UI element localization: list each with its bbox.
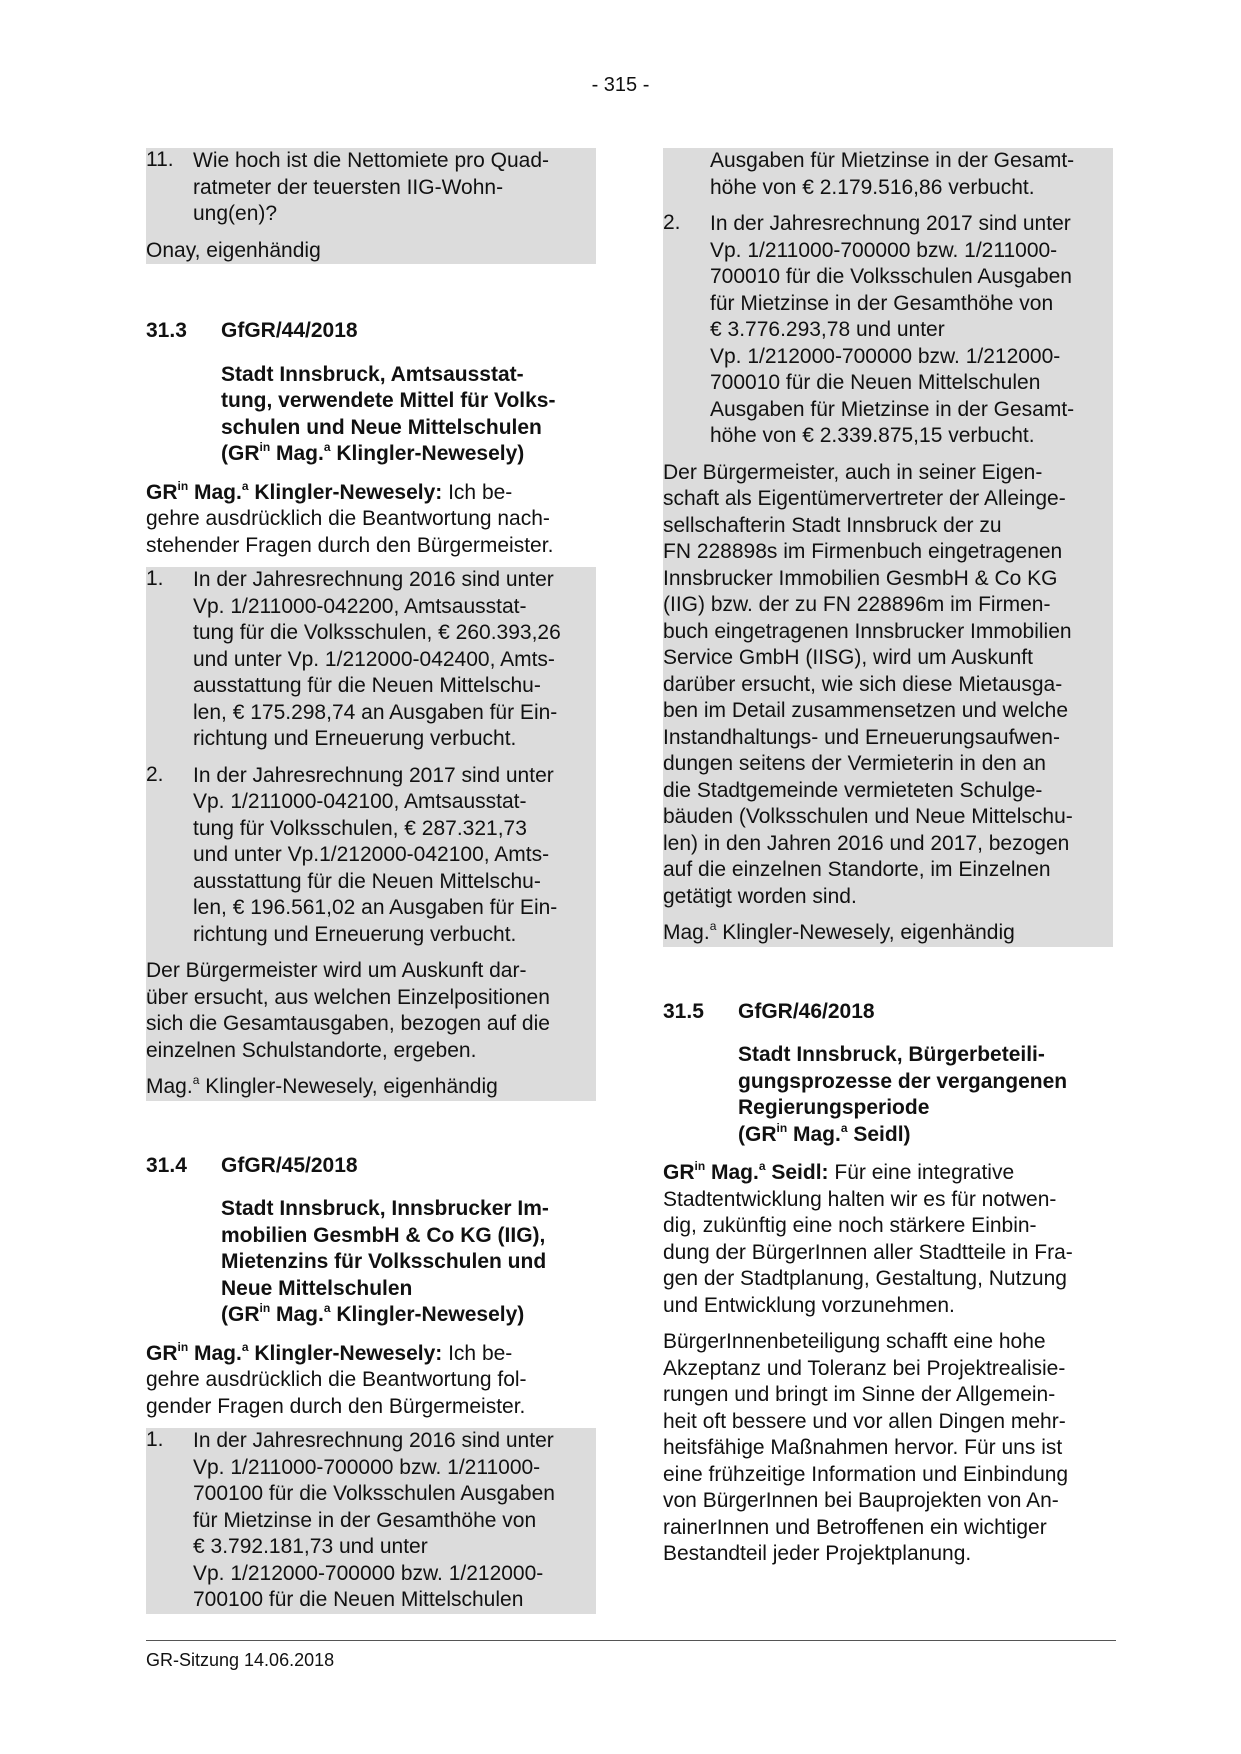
section-title: Stadt Innsbruck, Bürgerbeteili- gungsprozesse der vergangenen Regierungsperiode ($GR^{in}$ Mag.$^a$ Seidl) <box>738 1043 1068 1146</box>
closing-paragraph: Der Bürgermeister, auch in seiner Eigen- schaft als Eigentümervertreter der Alleinge- sellschafterin Stadt Innsbruck der zu FN 228898s im Firmenbuch eingetragenen Innsbrucker Immobilien GesmbH & Co KG (IIG) bzw. der zu FN 228896m im Firmen- buch eingetragenen Innsbrucker Immobilien Service GmbH (IISG), wird um Auskunft darüber ersucht, wie sich diese Mietausga- ben im Detail zusammensetzen und welche Instandhaltungs- und Erneuerungsaufwen- dungen seitens der Vermieterin in den an die Stadtgemeinde vermieteten Schulge- bäuden (Volksschulen und Neue Mittelschu- len) in den Jahren 2016 und 2017, bezogen auf die einzelnen Standorte, im Einzelnen getätigt worden sind. <box>663 460 1073 908</box>
item-text: Ausgaben für Mietzinse in der Gesamt- höhe von € 2.179.516,86 verbucht. <box>710 149 1075 199</box>
section-number: 31.3 <box>146 319 187 342</box>
closing-paragraph: Der Bürgermeister wird um Auskunft dar- über ersucht, aus welchen Einzelpositionen sich die Gesamtausgaben, bezogen auf die einzelnen Schulstandorte, ergeben. <box>146 959 550 1062</box>
left-column <box>146 148 596 1614</box>
right-column <box>663 148 1113 1568</box>
section-code: GfGR/44/2018 <box>221 319 358 342</box>
list-item <box>146 148 596 228</box>
item-number: 11. <box>146 148 174 171</box>
item-number: 2. <box>663 211 681 234</box>
section-number: 31.4 <box>146 1153 187 1177</box>
item-text: Wie hoch ist die Nettomiete pro Quad- ratmeter der teuersten IIG-Wohn- ung(en)? <box>193 149 549 225</box>
question-block <box>146 567 596 1101</box>
question-block-continued <box>663 148 1113 947</box>
list-item <box>146 763 596 949</box>
section-heading <box>146 1153 596 1180</box>
list-item <box>663 148 1113 201</box>
section-heading <box>663 999 1113 1026</box>
page-number: - 315 - <box>591 74 650 96</box>
request-intro: $GR^{in}$ Mag.$^a$ Klingler-Newesely: Ich be- gehre ausdrücklich die Beantwortung nach- stehender Fragen durch den Bürgermeister. <box>146 478 554 557</box>
item-text: In der Jahresrechnung 2017 sind unter Vp. 1/211000-042100, Amtsausstat- tung für Volksschulen, € 287.321,73 und unter Vp.1/212000-042100, Amts- ausstattung für die Neuen Mittelschu- len, € 196.561,02 an Ausgaben für Ein- richtung und Erneuerung verbucht. <box>193 763 558 946</box>
question-11-block <box>146 148 596 264</box>
signature: Onay, eigenhändig <box>146 238 321 262</box>
list-item <box>146 1428 596 1614</box>
item-number: 2. <box>146 762 164 786</box>
request-intro: $GR^{in}$ Mag.$^a$ Seidl: Für eine integrative Stadtentwicklung halten wir es für notwen- dig, zukünftig eine noch stärkere Einbin- dung der BürgerInnen aller Stadtteile in Fra- gen der Stadtplanung, Gestaltung, Nutzung und Entwicklung vorzunehmen. <box>663 1159 1073 1317</box>
item-number: 1. <box>146 1428 164 1451</box>
request-intro: $GR^{in}$ Mag.$^a$ Klingler-Newesely: Ich be- gehre ausdrücklich die Beantwortung fol- gender Fragen durch den Bürgermeister. <box>146 1339 527 1418</box>
signature: Mag.$^a$ Klingler-Newesely, eigenhändig <box>663 919 1015 944</box>
item-text: In der Jahresrechnung 2016 sind unter Vp. 1/211000-700000 bzw. 1/211000- 700100 für die Volksschulen Ausgaben für Mietzinse in der Gesamthöhe von € 3.792.181,73 und unter Vp. 1/212000-700000 bzw. 1/212000- 700100 für die Neuen Mittelschulen <box>193 1429 555 1611</box>
question-block <box>146 1428 596 1614</box>
footer-divider <box>146 1640 1116 1641</box>
section-code: GfGR/45/2018 <box>221 1153 358 1177</box>
item-text: In der Jahresrechnung 2016 sind unter Vp. 1/211000-042200, Amtsausstat- tung für die Volksschulen, € 260.393,26 und unter Vp. 1/212000-042400, Amts- ausstattung für die Neuen Mittelschu- len, € 175.298,74 an Ausgaben für Ein- richtung und Erneuerung verbucht. <box>193 568 561 750</box>
section-heading <box>146 318 596 345</box>
item-text: In der Jahresrechnung 2017 sind unter Vp. 1/211000-700000 bzw. 1/211000- 700010 für die Volksschulen Ausgaben für Mietzinse in der Gesamthöhe von € 3.776.293,78 und unter Vp. 1/212000-700000 bzw. 1/212000- 700010 für die Neuen Mittelschulen Ausgaben für Mietzinse in der Gesamt- höhe von € 2.339.875,15 verbucht. <box>710 212 1075 447</box>
footer-text: GR-Sitzung 14.06.2018 <box>146 1650 335 1670</box>
item-number: 1. <box>146 567 164 590</box>
list-item <box>146 567 596 753</box>
list-item <box>663 211 1113 450</box>
section-code: GfGR/46/2018 <box>738 999 875 1023</box>
signature: Mag.$^a$ Klingler-Newesely, eigenhändig <box>146 1073 498 1098</box>
section-number: 31.5 <box>663 999 704 1023</box>
section-title: Stadt Innsbruck, Innsbrucker Im- mobilien GesmbH & Co KG (IIG), Mietenzins für Volksschulen und Neue Mittelschulen ($GR^{in}$ Mag.$^a$ Klingler-Newesely) <box>221 1197 549 1326</box>
section-title: Stadt Innsbruck, Amtsausstat- tung, verwendete Mittel für Volks- schulen und Neue Mittelschulen ($GR^{in}$ Mag.$^a$ Klingler-Newesely) <box>221 362 556 465</box>
body-paragraph: BürgerInnenbeteiligung schafft eine hohe Akzeptanz und Toleranz bei Projektrealisie- rungen und bringt im Sinne der Allgemein- heit oft bessere und vor allen Dingen mehr- heitsfähige Maßnahmen hervor. Für uns ist eine frühzeitige Information und Einbindung von BürgerInnen bei Bauprojekten von An- rainerInnen und Betroffenen ein wichtiger Bestandteil jeder Projektplanung. <box>663 1330 1069 1565</box>
